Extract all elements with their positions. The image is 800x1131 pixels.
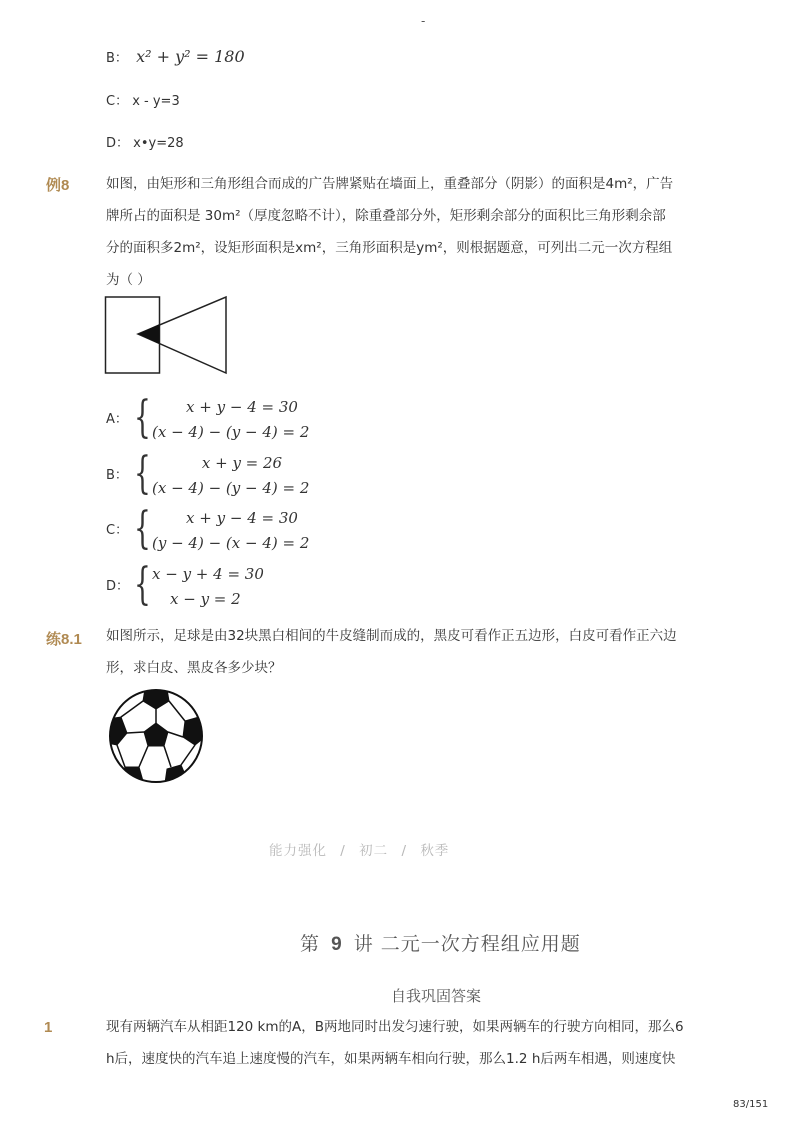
option-c [106, 90, 180, 109]
equation-1: x + y − 4 = 30 [186, 398, 298, 416]
option-label: B： [106, 51, 128, 66]
footer-tag-separator: / [340, 843, 346, 859]
lecture-subtitle: 自我巩固答案 [391, 987, 482, 1005]
footer-tag-season: 秋季 [420, 843, 450, 859]
option-label: D： [106, 136, 130, 151]
option-label: B： [106, 468, 128, 483]
question-line: 现有两辆汽车从相距120 km的A，B两地同时出发匀速行驶，如果两辆车的行驶方向相同，那么6 [106, 1019, 684, 1035]
overlap-shade [138, 324, 160, 344]
example-line: 如图，由矩形和三角形组合而成的广告牌紧贴在墙面上，重叠部分（阴影）的面积是4m²，广告 [106, 176, 674, 192]
example-line: 为（ ） [106, 272, 151, 288]
practice-line: 如图所示，足球是由32块黑白相间的牛皮缝制而成的，黑皮可看作正五边形，白皮可看作正六边 [106, 628, 677, 644]
example-line: 牌所占的面积是 30m²（厚度忽略不计），除重叠部分外，矩形剩余部分的面积比三角形剩余部 [106, 208, 666, 224]
page-number: 83/151 [733, 1099, 769, 1110]
option-text: x•y=28 [133, 136, 184, 151]
equation-2: x − y = 2 [170, 590, 241, 608]
equation-1: x + y − 4 = 30 [186, 509, 298, 527]
brace-icon: { [134, 503, 151, 554]
billboard-figure [104, 294, 230, 376]
practice-line: 形，求白皮、黑皮各多少块？ [106, 660, 282, 676]
option-math: x² + y² = 180 [136, 47, 245, 66]
header-mark: - [421, 14, 426, 28]
option-label: C： [106, 94, 129, 109]
footer-tag [269, 839, 449, 859]
option-label: D： [106, 579, 130, 594]
footer-tag-separator: / [401, 843, 408, 859]
option-b [106, 47, 245, 66]
question-text [106, 1011, 726, 1075]
equation-1: x − y + 4 = 30 [152, 565, 264, 583]
example-line: 分的面积多2m²，设矩形面积是xm²，三角形面积是ym²，则根据题意，可列出二元一次方程组 [106, 240, 673, 256]
option-text: x - y=3 [132, 94, 180, 109]
brace-icon: { [134, 559, 151, 610]
option-label: A： [106, 412, 128, 427]
option-label: C： [106, 523, 129, 538]
practice-text [106, 620, 716, 684]
question-line: h后，速度快的汽车追上速度慢的汽车，如果两辆车相向行驶，那么1.2 h后两车相遇，则速度快 [106, 1051, 676, 1067]
footer-tag-course: 能力强化 [269, 843, 327, 859]
title-prefix: 第 [300, 933, 321, 955]
footer-tag-grade: 初二 [359, 843, 389, 859]
equation-2: (x − 4) − (y − 4) = 2 [152, 423, 310, 441]
soccer-ball-figure [107, 687, 205, 785]
title-number: 9 [331, 934, 343, 955]
equation-2: (y − 4) − (x − 4) = 2 [152, 534, 310, 552]
equation-1: x + y = 26 [201, 454, 283, 472]
practice-label: 练8.1 [46, 631, 82, 648]
brace-icon: { [134, 392, 151, 443]
example-label: 例8 [46, 177, 70, 194]
question-number: 1 [44, 1019, 53, 1036]
equation-2: (x − 4) − (y − 4) = 2 [152, 479, 310, 497]
example-text [106, 168, 716, 296]
option-d [106, 132, 184, 151]
brace-icon: { [134, 448, 151, 499]
title-suffix: 讲 二元一次方程组应用题 [353, 933, 581, 955]
lecture-title [300, 929, 581, 956]
